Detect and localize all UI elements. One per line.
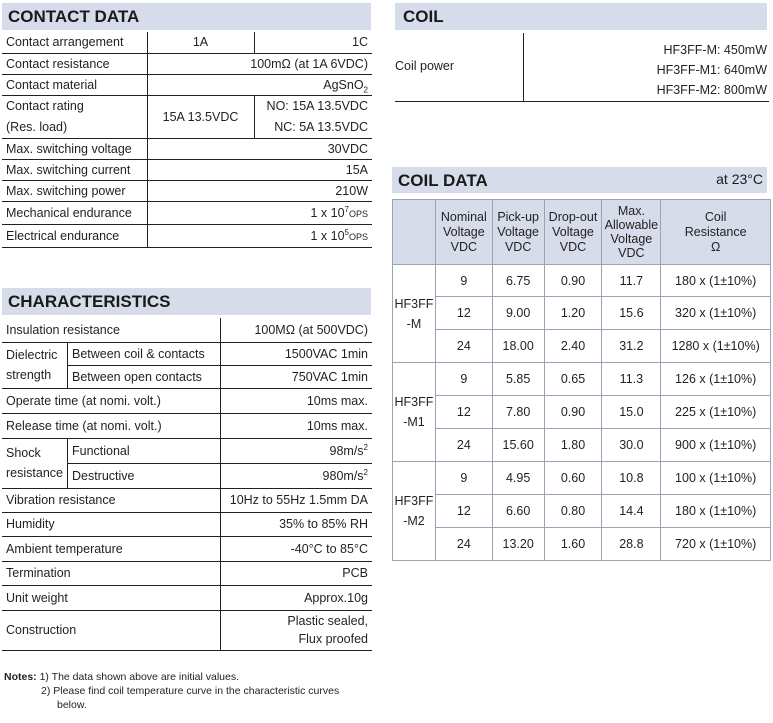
dropout-voltage-header: Drop-out Voltage VDC [544,200,602,265]
max-cell: 14.4 [602,495,661,528]
nominal-cell: 24 [435,528,492,561]
row-label: Max. switching power [2,180,147,201]
cell-1a: 1A [147,32,254,53]
pickup-cell: 6.60 [492,495,544,528]
dropout-cell: 0.90 [544,265,602,297]
row-value: AgSnO$_2$ [147,74,372,95]
row-value: 10Hz to 55Hz 1.5mm DA [220,488,372,512]
characteristics-title: CHARACTERISTICS [8,292,171,311]
table-row [2,561,372,585]
model-header [393,200,436,265]
pickup-cell: 7.80 [492,396,544,429]
sub-label: Between open contacts [67,365,220,388]
table-row [393,265,771,297]
resistance-cell: 225 x (1±10%) [661,396,771,429]
table-row [2,180,372,201]
table-row [2,53,372,74]
coil-data-header [392,167,767,193]
coil-data-title: COIL DATA [398,171,488,190]
pickup-cell: 9.00 [492,297,544,330]
row-label: Mechanical endurance [2,201,147,224]
table-row [2,201,372,224]
note-2-cont: below. [57,699,87,711]
row-value: PCB [220,561,372,585]
coil-data-table [392,199,771,561]
resistance-cell: 100 x (1±10%) [661,462,771,495]
cell-1c: 1C [254,32,372,53]
header-row [393,200,771,265]
table-row [2,585,372,610]
table-row [393,462,771,495]
row-label: Max. switching voltage [2,138,147,159]
pickup-cell: 18.00 [492,330,544,363]
row-value: -40°C to 85°C [220,536,372,561]
nominal-cell: 9 [435,363,492,396]
max-cell: 31.2 [602,330,661,363]
max-cell: 15.0 [602,396,661,429]
resistance-cell: 900 x (1±10%) [661,429,771,462]
row-label: Construction [2,610,220,650]
max-cell: 11.7 [602,265,661,297]
characteristics-header [2,288,371,315]
max-cell: 30.0 [602,429,661,462]
row-value: 10ms max. [220,413,372,438]
table-row [2,74,372,95]
max-voltage-header: Max. Allowable Voltage VDC [602,200,661,265]
coil-data-temp: at 23°C [716,171,763,187]
table-row [2,224,372,247]
row-label: Shock resistance [2,438,67,488]
table-row [2,536,372,561]
row-label: Unit weight [2,585,220,610]
row-value: 35% to 85% RH [220,512,372,536]
nominal-cell: 9 [435,265,492,297]
row-label: Contact rating (Res. load) [2,95,147,138]
row-label: Dielectric strength [2,342,67,388]
table-row [393,528,771,561]
row-label: Vibration resistance [2,488,220,512]
dropout-cell: 1.60 [544,528,602,561]
resistance-cell: 180 x (1±10%) [661,265,771,297]
table-row [2,318,372,342]
table-row [393,297,771,330]
row-value: 1 x $10^7OPS$ [147,201,372,224]
table-row [2,342,372,365]
model-cell: HF3FF -M1 [393,363,436,462]
row-label: Ambient temperature [2,536,220,561]
rating-1c: NO: 15A 13.5VDC NC: 5A 13.5VDC [254,95,372,138]
row-label: Max. switching current [2,159,147,180]
table-row [2,388,372,413]
resistance-cell: 320 x (1±10%) [661,297,771,330]
row-value: 10ms max. [220,388,372,413]
coil-power-block [395,33,769,102]
resistance-cell: 720 x (1±10%) [661,528,771,561]
row-label: Contact arrangement [2,32,147,53]
row-label: Humidity [2,512,220,536]
max-cell: 15.6 [602,297,661,330]
coil-title: COIL [403,7,444,26]
table-row [2,512,372,536]
max-cell: 11.3 [602,363,661,396]
row-value: 1 x $10^5OPS$ [147,224,372,247]
contact-data-header [2,3,371,30]
model-cell: HF3FF -M2 [393,462,436,561]
coil-header [395,3,767,30]
resistance-cell: 1280 x (1±10%) [661,330,771,363]
row-value: 30VDC [147,138,372,159]
table-row [393,363,771,396]
row-value: 750VAC 1min [220,365,372,388]
rating-1a: 15A 13.5VDC [147,95,254,138]
notes [4,670,374,712]
row-label: Termination [2,561,220,585]
nominal-voltage-header: Nominal Voltage VDC [435,200,492,265]
row-label: Release time (at nomi. volt.) [2,413,220,438]
table-row [393,495,771,528]
resistance-cell: 180 x (1±10%) [661,495,771,528]
table-row [2,438,372,463]
row-value: 210W [147,180,372,201]
dropout-cell: 0.60 [544,462,602,495]
notes-label: Notes: [4,671,37,683]
table-row [2,488,372,512]
nominal-cell: 12 [435,396,492,429]
table-row [2,95,372,138]
row-label: Operate time (at nomi. volt.) [2,388,220,413]
table-row [2,413,372,438]
model-cell: HF3FF -M [393,265,436,363]
pickup-voltage-header: Pick-up Voltage VDC [492,200,544,265]
row-value: 15A [147,159,372,180]
dropout-cell: 0.90 [544,396,602,429]
row-label: Contact material [2,74,147,95]
row-value: 100MΩ (at 500VDC) [220,318,372,342]
sub-label: Functional [67,438,220,463]
characteristics-table [2,318,372,651]
table-row [2,138,372,159]
coil-resistance-header: Coil Resistance Ω [661,200,771,265]
note-1: 1) The data shown above are initial values. [39,671,240,683]
sub-label: Between coil & contacts [67,342,220,365]
row-value: 100mΩ (at 1A 6VDC) [147,53,372,74]
row-value: 1500VAC 1min [220,342,372,365]
nominal-cell: 24 [435,429,492,462]
pickup-cell: 15.60 [492,429,544,462]
row-value: Approx.10g [220,585,372,610]
resistance-cell: 126 x (1±10%) [661,363,771,396]
contact-data-table [2,32,372,248]
row-label: Contact resistance [2,53,147,74]
coil-power-value-1: HF3FF-M: 450mW [663,43,767,57]
max-cell: 28.8 [602,528,661,561]
dropout-cell: 1.20 [544,297,602,330]
sub-label: Destructive [67,463,220,488]
nominal-cell: 9 [435,462,492,495]
row-label: Insulation resistance [2,318,220,342]
row-value: Plastic sealed, Flux proofed [220,610,372,650]
coil-power-label: Coil power [395,59,455,73]
pickup-cell: 4.95 [492,462,544,495]
table-row [393,396,771,429]
coil-divider [523,33,524,101]
row-value: $98m/s^2$ [220,438,372,463]
dropout-cell: 2.40 [544,330,602,363]
note-2: 2) Please find coil temperature curve in the characteristic curves [41,685,340,697]
dropout-cell: 0.80 [544,495,602,528]
table-row [2,159,372,180]
row-label: Electrical endurance [2,224,147,247]
pickup-cell: 5.85 [492,363,544,396]
table-row [2,610,372,650]
coil-power-value-2: HF3FF-M1: 640mW [656,63,767,77]
table-row [2,32,372,53]
pickup-cell: 13.20 [492,528,544,561]
nominal-cell: 12 [435,297,492,330]
contact-data-title: CONTACT DATA [8,7,140,26]
coil-power-value-3: HF3FF-M2: 800mW [656,83,767,97]
row-value: $980m/s^2$ [220,463,372,488]
dropout-cell: 1.80 [544,429,602,462]
table-row [393,429,771,462]
dropout-cell: 0.65 [544,363,602,396]
nominal-cell: 12 [435,495,492,528]
pickup-cell: 6.75 [492,265,544,297]
table-row [393,330,771,363]
nominal-cell: 24 [435,330,492,363]
max-cell: 10.8 [602,462,661,495]
